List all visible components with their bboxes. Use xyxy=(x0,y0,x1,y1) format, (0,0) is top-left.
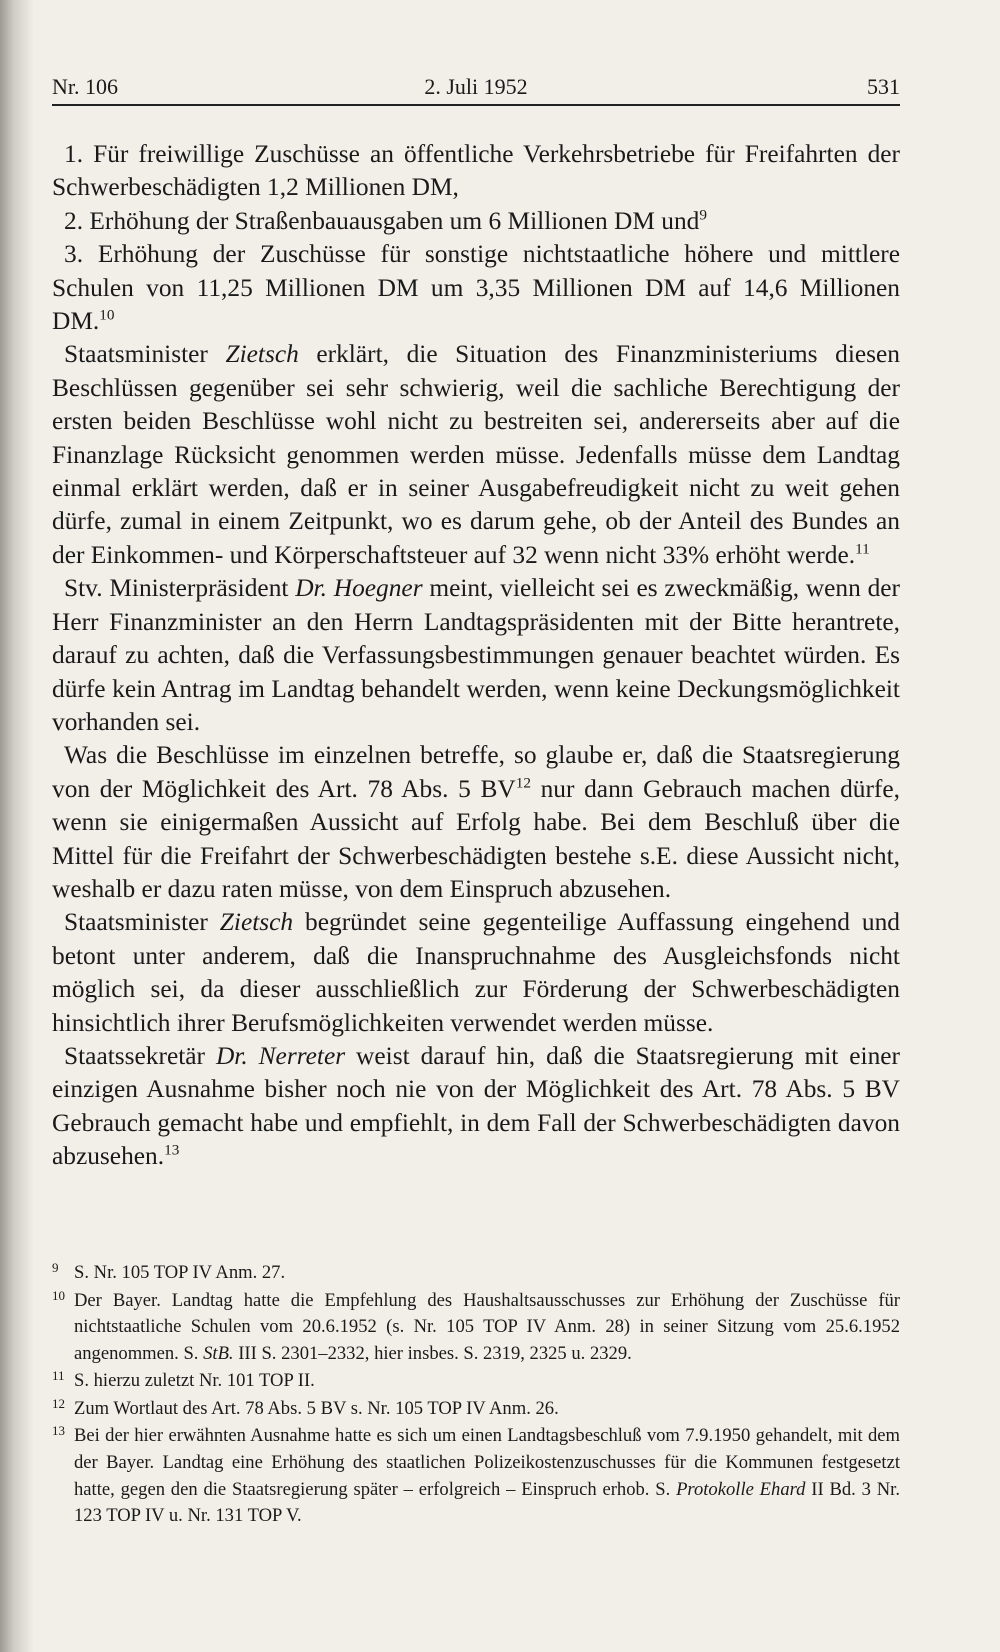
paragraph-3 xyxy=(52,238,900,338)
footnote-text-part: II Bd. 3 Nr. 123 TOP IV u. Nr. 131 TOP V. xyxy=(74,1478,900,1527)
footnote-number: 13 xyxy=(52,1423,65,1439)
running-header xyxy=(52,74,900,104)
footnote-ref-9[interactable]: 9 xyxy=(699,206,707,224)
footnote-10 xyxy=(52,1288,900,1368)
paragraph-6 xyxy=(52,739,900,906)
footnote-text-part: Bei der hier erwähnten Ausnahme hatte es sich um einen Landtagsbeschluß vom 7.9.1950 gehandelt, mit dem der Bayer. Landtag eine Erhöhung des staatlichen Polizeikostenzuschusses für die Kommunen festgesetzt hatte, gegen den die Staatsregierung später – erfolgreich – Einspruch erhob. S. xyxy=(74,1425,900,1500)
document-number: Nr. 106 xyxy=(52,74,118,99)
footnote-text: Zum Wortlaut des Art. 78 Abs. 5 BV s. Nr. 105 TOP IV Anm. 26. xyxy=(74,1397,559,1419)
paragraph-2 xyxy=(52,205,900,238)
paragraph-8-lead: Staatssekretär xyxy=(64,1041,216,1070)
speaker-name: Dr. Hoegner xyxy=(295,574,423,603)
footnote-text xyxy=(74,1423,900,1530)
footnote-ref-13[interactable]: 13 xyxy=(164,1141,180,1159)
main-text xyxy=(52,138,900,1174)
speaker-name: Zietsch xyxy=(219,908,294,937)
speaker-name: Zietsch xyxy=(225,340,299,369)
footnote-number: 10 xyxy=(52,1287,65,1303)
paragraph-4-lead: Staatsminister xyxy=(64,340,226,369)
paragraph-7-lead: Staatsminister xyxy=(64,908,220,937)
paragraph-1-text: 1. Für freiwillige Zuschüsse an öffentliche Verkehrsbetriebe für Freifahrten der Schwerbeschädigten 1,2 Millionen DM, xyxy=(52,140,900,202)
footnote-text-part: Der Bayer. Landtag hatte die Empfehlung des Haushaltsausschusses zur Erhöhung der Zuschüsse für nichtstaatliche Schulen vom 20.6.1952 (s. Nr. 105 TOP IV Anm. 28) in seiner Sitzung vom 25.6.1952 angenommen. S. xyxy=(74,1289,900,1365)
paragraph-3-text: 3. Erhöhung der Zuschüsse für sonstige nichtstaatliche höhere und mittlere Schulen von 11,25 Millionen DM um 3,35 Millionen DM auf 14,6 Millionen DM. xyxy=(52,240,900,336)
paragraph-7-text: begründet seine gegenteilige Auffassung eingehend und betont unter anderem, daß die Inanspruchnahme des Ausgleichsfonds nicht möglich sei, da dieser ausschließlich zur Förderung der Schwerbeschädigten hinsichtlich ihrer Berufsmöglichkeiten verwendet werden müsse. xyxy=(52,908,900,1037)
footnote-text: S. Nr. 105 TOP IV Anm. 27. xyxy=(74,1262,286,1283)
paragraph-6-text: Was die Beschlüsse im einzelnen betreffe, so glaube er, daß die Staatsregierung von der Möglichkeit des Art. 78 Abs. 5 BV xyxy=(52,741,900,803)
footnote-12 xyxy=(52,1396,900,1424)
paragraph-4 xyxy=(52,338,900,572)
paragraph-8 xyxy=(52,1040,900,1174)
footnote-9 xyxy=(52,1260,900,1288)
footnote-number: 12 xyxy=(52,1395,65,1411)
paragraph-5-lead: Stv. Ministerpräsident xyxy=(64,574,296,603)
footnote-number: 11 xyxy=(52,1367,65,1383)
footnote-ref-12[interactable]: 12 xyxy=(515,774,531,792)
footnote-text: S. hierzu zuletzt Nr. 101 TOP II. xyxy=(74,1369,315,1391)
paragraph-5-text: meint, vielleicht sei es zweckmäßig, wenn der Herr Finanzminister an den Herrn Landtagspräsidenten mit der Bitte herantrete, darauf zu achten, daß die Verfassungsbestimmungen genauer beachtet würden. Es dürfe kein Antrag im Landtag behandelt werden, wenn keine Deckungsmöglichkeit vorhanden sei. xyxy=(52,574,900,736)
header-rule xyxy=(52,104,900,106)
paragraph-1 xyxy=(52,138,900,205)
paragraph-5 xyxy=(52,572,900,739)
footnote-text-part: III S. 2301–2332, hier insbes. S. 2319, 2325 u. 2329. xyxy=(233,1343,632,1365)
footnote-13 xyxy=(52,1423,900,1530)
paragraph-4-text: erklärt, die Situation des Finanzministeriums diesen Beschlüssen gegenüber sei sehr schwierig, weil die sachliche Berechtigung der ersten beiden Beschlüsse wohl nicht zu bestreiten sei, andererseits aber auf die Finanzlage Rücksicht genommen werden müsse. Jedenfalls müsse dem Landtag einmal erklärt werden, daß er in seiner Ausgabefreudigkeit nicht zu weit gehen dürfe, zumal in einem Zeitpunkt, wo es darum gehe, ob der Anteil des Bundes an der Einkommen- und Körperschaftsteuer auf 32 wenn nicht 33% erhöht werde. xyxy=(52,340,901,569)
footnote-text xyxy=(74,1288,900,1368)
page-number: 531 xyxy=(867,74,900,99)
paragraph-6-text-cont: nur dann Gebrauch machen dürfe, wenn sie einigermaßen Aussicht auf Erfolg habe. Bei dem Beschluß über die Mittel für die Freifahrt der Schwerbeschädigten bestehe s.E. diese Aussicht nicht, weshalb er dazu raten müsse, von dem Einspruch abzusehen. xyxy=(52,774,900,903)
paragraph-2-text: 2. Erhöhung der Straßenbauausgaben um 6 Millionen DM und xyxy=(64,206,700,235)
footnote-11 xyxy=(52,1368,900,1396)
page-edge-shadow xyxy=(0,0,34,1652)
speaker-name: Dr. Nerreter xyxy=(215,1041,346,1070)
paragraph-7 xyxy=(52,906,900,1040)
header-date: 2. Juli 1952 xyxy=(424,74,528,99)
footnote-number: 9 xyxy=(52,1260,59,1275)
footnote-citation: StB. xyxy=(203,1343,234,1365)
footnote-citation: Protokolle Ehard xyxy=(676,1478,806,1500)
footnote-ref-11[interactable]: 11 xyxy=(855,540,870,558)
paragraph-8-text: weist darauf hin, daß die Staatsregierung mit einer einzigen Ausnahme bisher noch nie von der Möglichkeit des Art. 78 Abs. 5 BV Gebrauch gemacht habe und empfiehlt, in dem Fall der Schwerbeschädigten davon abzusehen. xyxy=(52,1041,900,1171)
footnote-ref-10[interactable]: 10 xyxy=(99,306,115,324)
footnotes xyxy=(52,1260,900,1530)
